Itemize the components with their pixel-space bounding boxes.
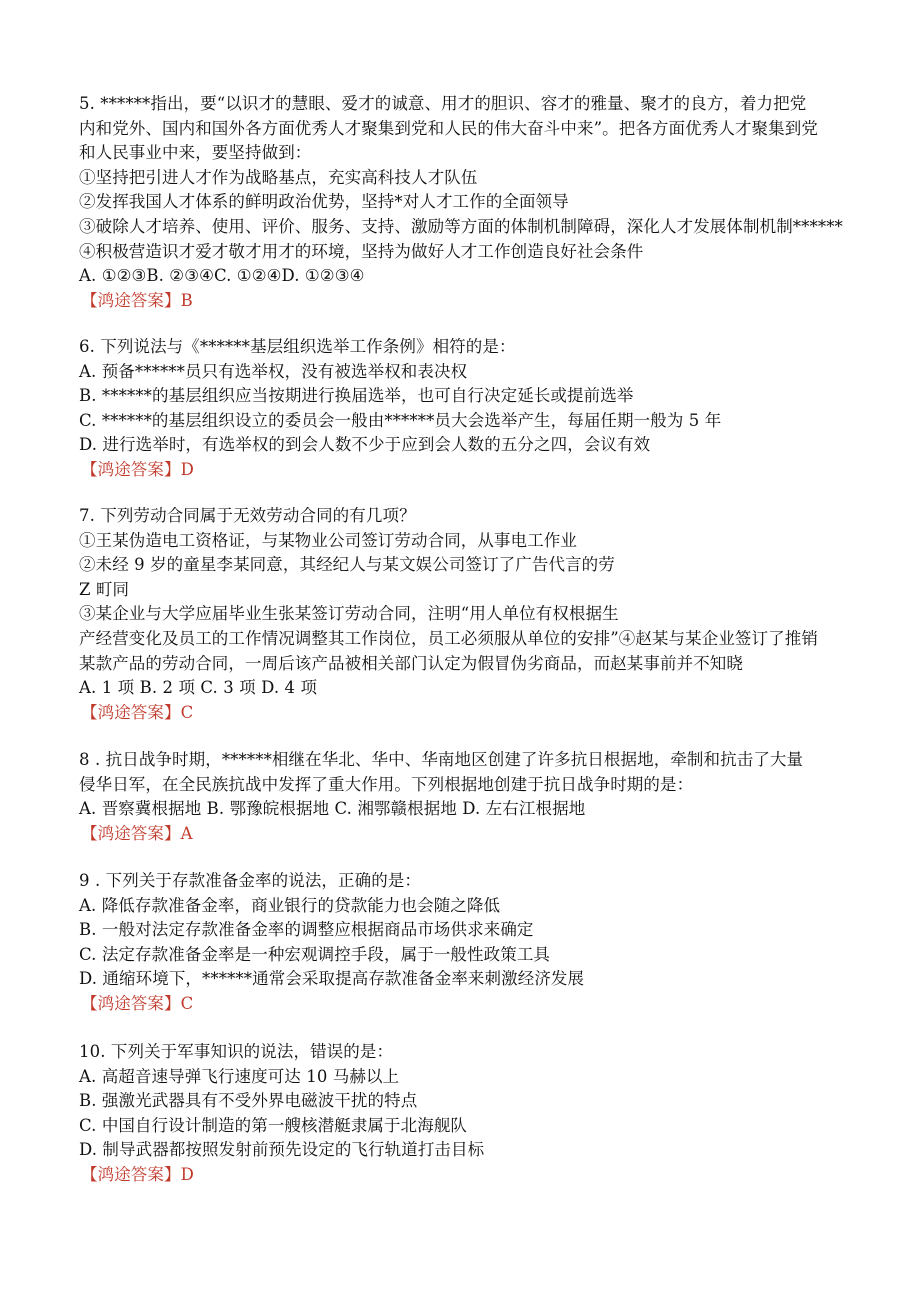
- question-item: ③破除人才培养、使用、评价、服务、支持、激励等方面的体制机制障碍，深化人才发展体制机制******: [79, 216, 843, 236]
- question-text: 6. 下列说法与《******基层组织选举工作条例》相符的是：: [79, 337, 516, 356]
- question-item: ③某企业与大学应届毕业生张某签订劳动合同，注明“用人单位有权根据生: [79, 604, 619, 624]
- question-text: 8 . 抗日战争时期，******相继在华北、华中、华南地区创建了许多抗日根据地，牵制和抗击了大量: [79, 750, 804, 769]
- question-item: ④积极营造识才爱才敬才用才的环境，坚持为做好人才工作创造良好社会条件: [79, 241, 644, 261]
- question-text: 5. ******指出，要“以识才的慧眼、爱才的诚意、用才的胆识、容才的雅量、聚才的良方，着力把党: [79, 94, 807, 113]
- question-text: 7. 下列劳动合同属于无效劳动合同的有几项？: [79, 506, 416, 525]
- question-option: A. 高超音速导弹飞行速度可达 10 马赫以上: [79, 1066, 400, 1086]
- question-item: Z 町同: [79, 579, 130, 599]
- question-option: C. 中国自行设计制造的第一艘核潜艇隶属于北海舰队: [79, 1115, 468, 1135]
- answer-label: 【鸿途答案】A: [81, 823, 193, 843]
- answer-label: 【鸿途答案】D: [81, 459, 194, 479]
- question-option: D. 制导武器都按照发射前预先设定的飞行轨道打击目标: [79, 1140, 485, 1160]
- question-item: ②未经 9 岁的童星李某同意，其经纪人与某文娱公司签订了广告代言的劳: [79, 555, 615, 575]
- question-option: A. 降低存款准备金率，商业银行的贷款能力也会随之降低: [79, 895, 501, 915]
- question-item: ②发挥我国人才体系的鲜明政治优势，坚持*对人才工作的全面领导: [79, 192, 569, 212]
- question-option: A. 预备******员只有选举权，没有被选举权和表决权: [79, 361, 468, 381]
- question-option: D. 进行选举时，有选举权的到会人数不少于应到会人数的五分之四，会议有效: [79, 435, 651, 455]
- question-text: 9 . 下列关于存款准备金率的说法，正确的是：: [79, 871, 422, 890]
- question-10: [79, 1040, 879, 1188]
- answer-label: 【鸿途答案】C: [81, 993, 194, 1013]
- question-text: 10. 下列关于军事知识的说法，错误的是：: [79, 1042, 394, 1061]
- question-text: 内和党外、国内和国外各方面优秀人才聚集到党和人民的伟大奋斗中来”。把各方面优秀人才聚集到党: [79, 118, 818, 138]
- question-item: ①坚持把引进人才作为战略基点，充实高科技人才队伍: [79, 167, 478, 187]
- question-text: 侵华日军，在全民族抗战中发挥了重大作用。下列根据地创建于抗日战争时期的是：: [79, 774, 694, 794]
- answer-label: 【鸿途答案】D: [81, 1164, 194, 1184]
- question-7: [79, 504, 879, 725]
- question-options: A. 晋察冀根据地 B. 鄂豫皖根据地 C. 湘鄂赣根据地 D. 左右江根据地: [79, 799, 586, 819]
- question-item: 某款产品的劳动合同，一周后该产品被相关部门认定为假冒伪劣商品，而赵某事前并不知晓: [79, 653, 743, 673]
- answer-label: 【鸿途答案】B: [81, 290, 193, 310]
- question-option: B. ******的基层组织应当按期进行换届选举，也可自行决定延长或提前选举: [79, 386, 634, 406]
- question-item: ①王某伪造电工资格证，与某物业公司签订劳动合同，从事电工作业: [79, 530, 577, 550]
- question-option: C. ******的基层组织设立的委员会一般由******员大会选举产生，每届任期一般为 5 年: [79, 410, 722, 430]
- question-5: [79, 92, 879, 313]
- question-option: B. 一般对法定存款准备金率的调整应根据商品市场供求来确定: [79, 920, 534, 940]
- question-text: 和人民事业中来，要坚持做到：: [79, 143, 312, 163]
- question-option: C. 法定存款准备金率是一种宏观调控手段，属于一般性政策工具: [79, 944, 551, 964]
- question-option: D. 通缩环境下，******通常会采取提高存款准备金率来刺激经济发展: [79, 969, 585, 989]
- question-6: [79, 335, 879, 483]
- question-options: A. 1 项 B. 2 项 C. 3 项 D. 4 项: [79, 678, 318, 698]
- question-9: [79, 869, 879, 1017]
- question-item: 产经营变化及员工的工作情况调整其工作岗位，员工必须服从单位的安排”④赵某与某企业签订了推销: [79, 628, 818, 648]
- question-8: [79, 748, 879, 846]
- question-options: A. ①②③B. ②③④C. ①②④D. ①②③④: [79, 266, 365, 286]
- question-option: B. 强激光武器具有不受外界电磁波干扰的特点: [79, 1091, 418, 1111]
- answer-label: 【鸿途答案】C: [81, 702, 194, 722]
